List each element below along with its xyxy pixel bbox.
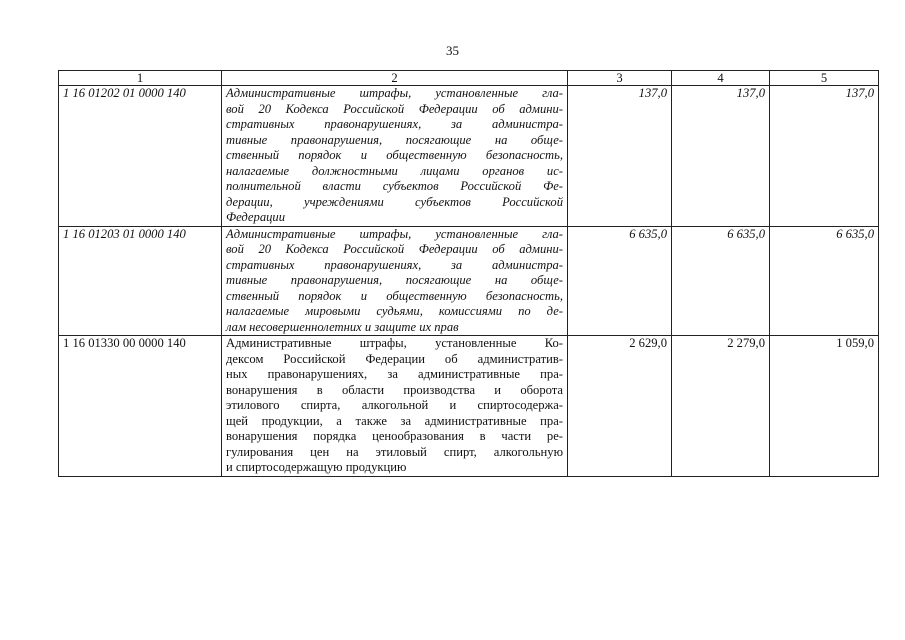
description-line: дексом Российской Федерации об административ- [226, 351, 563, 366]
table-row [59, 226, 879, 336]
description-line: налагаемые мировыми судьями, комиссиями по де- [226, 304, 563, 318]
description-line: ственный порядок и общественную безопасность, [226, 288, 563, 303]
description-line: Федерации [226, 210, 286, 224]
column-header-5: 5 [770, 71, 879, 86]
description-line: ных правонарушениях, за административные пра- [226, 367, 563, 381]
row-code: 1 16 01202 01 0000 140 [59, 86, 222, 227]
description-line: и спиртосодержащую продукцию [226, 460, 407, 474]
description-line: вой 20 Кодекса Российской Федерации об админи- [226, 101, 563, 116]
row-value-col-5: 1 059,0 [770, 336, 879, 477]
description-line: вой 20 Кодекса Российской Федерации об админи- [226, 242, 563, 256]
table-row [59, 86, 879, 227]
row-value-col-4: 2 279,0 [672, 336, 770, 477]
row-value-col-3: 137,0 [568, 86, 672, 227]
column-header-1: 1 [59, 71, 222, 86]
row-code: 1 16 01330 00 0000 140 [59, 336, 222, 477]
description-line: ственный порядок и общественную безопасность, [226, 148, 563, 162]
description-line: лам несовершеннолетних и защите их прав [226, 319, 459, 334]
description-line: тивные правонарушения, посягающие на обще- [226, 132, 563, 147]
row-code: 1 16 01203 01 0000 140 [59, 226, 222, 336]
header-row [59, 71, 879, 86]
row-value-col-4: 6 635,0 [672, 226, 770, 336]
column-header-4: 4 [672, 71, 770, 86]
row-value-col-5: 137,0 [770, 86, 879, 227]
budget-table [58, 70, 879, 477]
column-header-3: 3 [568, 71, 672, 86]
description-line: гулирования цен на этиловый спирт, алкогольную [226, 444, 563, 459]
description-line: стративных правонарушениях, за администра- [226, 117, 563, 131]
row-value-col-5: 6 635,0 [770, 226, 879, 336]
description-line: дерации, учреждениями субъектов Российской [226, 194, 563, 209]
table-row [59, 336, 879, 477]
description-line: полнительной власти субъектов Российской Фе- [226, 179, 563, 193]
row-value-col-3: 6 635,0 [568, 226, 672, 336]
description-line: вонарушения в области производства и оборота [226, 382, 563, 397]
row-description [222, 86, 568, 227]
description-line: этилового спирта, алкогольной и спиртосодержа- [226, 398, 563, 412]
page-number: 35 [446, 43, 459, 58]
row-value-col-4: 137,0 [672, 86, 770, 227]
description-line: Административные штрафы, установленные гла- [226, 86, 563, 100]
description-line: налагаемые должностными лицами органов ис- [226, 163, 563, 178]
row-description [222, 226, 568, 336]
row-value-col-3: 2 629,0 [568, 336, 672, 477]
description-line: Административные штрафы, установленные гла- [226, 226, 563, 241]
description-line: Административные штрафы, установленные Ко- [226, 336, 563, 350]
description-line: стративных правонарушениях, за администра- [226, 257, 563, 272]
description-line: вонарушения порядка ценообразования в части ре- [226, 429, 563, 443]
description-line: щей продукции, а также за административные пра- [226, 413, 563, 428]
column-header-2: 2 [222, 71, 568, 86]
row-description [222, 336, 568, 477]
description-line: тивные правонарушения, посягающие на обще- [226, 273, 563, 287]
